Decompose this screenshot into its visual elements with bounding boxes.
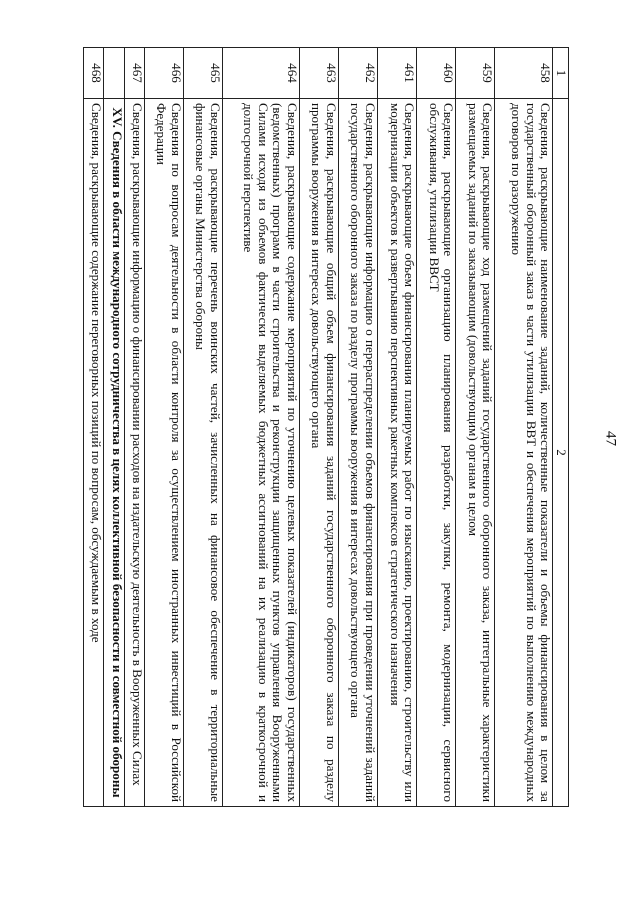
row-number: 466 xyxy=(144,48,183,99)
row-description: Сведения, раскрывающие объем финансирования планируемых работ по изысканию, проектированию, строительству или модернизации объектов к развертыванию перспективных ракетных комплексов стратегического назначения xyxy=(378,99,417,807)
header-col-2: 2 xyxy=(553,99,569,807)
table-row xyxy=(495,48,553,807)
header-col-1: 1 xyxy=(553,48,569,99)
section-title: XV. Сведения в области международного сотрудничества в целях коллективной безопасности и совместной обороны xyxy=(104,99,124,807)
table-header-row xyxy=(553,48,569,807)
row-number: 464 xyxy=(222,48,299,99)
row-description: Сведения по вопросам деятельности в области контроля за осуществлением иностранных инвестиций в Российской Федерации xyxy=(144,99,183,807)
row-description: Сведения, раскрывающие содержание переговорных позиций по вопросам, обсуждаемым в ходе xyxy=(84,99,104,807)
rotated-page-content xyxy=(83,47,569,807)
row-number: 462 xyxy=(338,48,377,99)
table-row xyxy=(338,48,377,807)
table-row xyxy=(417,48,456,807)
section-heading-row xyxy=(104,48,124,807)
secrets-list-table xyxy=(83,47,569,807)
page-number: 47 xyxy=(602,431,619,446)
row-description: Сведения, раскрывающие перечень воинских частей, зачисленных на финансовое обеспечение в территориальные финансовые органы Министерства обороны xyxy=(183,99,222,807)
row-description: Сведения, раскрывающие содержание мероприятий по уточнению целевых показателей (индикаторов) государственных (ведомственных) программ в части строительства и реконструкции защищенных пунктов управления Вооруженными Силами исходя из объемов фактически выделяемых бюджетных ассигнований на их реализацию в краткосрочной и долгосрочной перспективе xyxy=(222,99,299,807)
table-row xyxy=(144,48,183,807)
table-row xyxy=(456,48,495,807)
row-number: 459 xyxy=(456,48,495,99)
table-row xyxy=(378,48,417,807)
table-row xyxy=(299,48,338,807)
row-description: Сведения, раскрывающие ход размещений заданий государственного оборонного заказа, интегральные характеристики размещаемых заданий по заказывающим (довольствующим) органам в целом xyxy=(456,99,495,807)
row-description: Сведения, раскрывающие информацию о финансировании расходов на издательскую деятельность в Вооруженных Силах xyxy=(124,99,144,807)
row-description: Сведения, раскрывающие наименование заданий, количественные показатели и объемы финансирования в целом за государственный оборонный заказ в части утилизации ВВТ и обеспечения мероприятий по выполнению международных договоров по разоружению xyxy=(495,99,553,807)
row-number: 460 xyxy=(417,48,456,99)
row-number: 465 xyxy=(183,48,222,99)
row-description: Сведения, раскрывающие организацию планирования разработки, закупки, ремонта, модернизации, сервисного обслуживания, утилизации ВВСТ xyxy=(417,99,456,807)
row-number-empty xyxy=(104,48,124,99)
row-number: 461 xyxy=(378,48,417,99)
table-row xyxy=(222,48,299,807)
row-number: 463 xyxy=(299,48,338,99)
row-description: Сведения, раскрывающие общий объем финансирования заданий государственного оборонного заказа по разделу программы вооружения в интересах довольствующего органа xyxy=(299,99,338,807)
row-number: 458 xyxy=(495,48,553,99)
table-row xyxy=(183,48,222,807)
row-number: 468 xyxy=(84,48,104,99)
row-number: 467 xyxy=(124,48,144,99)
table-row xyxy=(84,48,104,807)
table-row xyxy=(124,48,144,807)
row-description: Сведения, раскрывающие информацию о перераспределении объемов финансирования при проведении уточнений заданий государственного оборонного заказа по разделу программы вооружения в интересах довольствующего органа xyxy=(338,99,377,807)
